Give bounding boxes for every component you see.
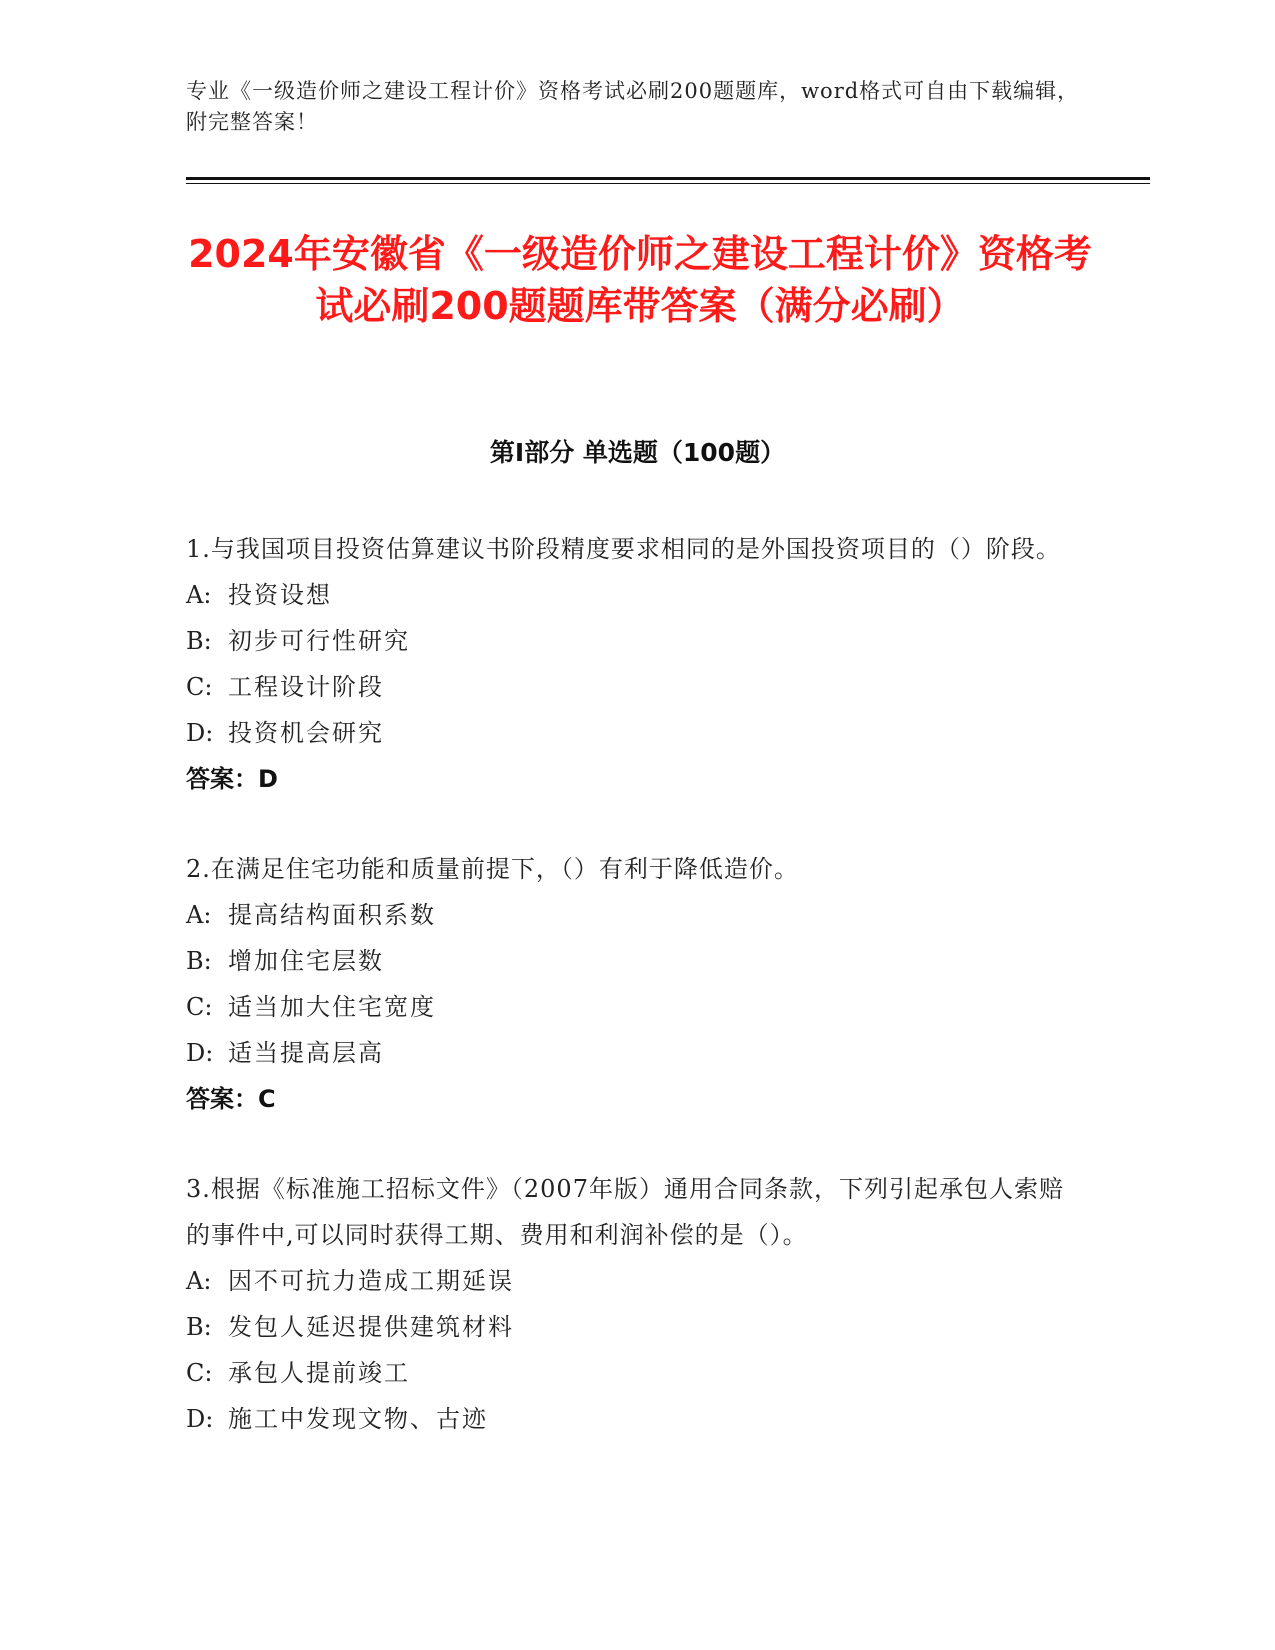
header-rule-thick bbox=[186, 177, 1150, 180]
option-c bbox=[186, 664, 1086, 710]
option-a bbox=[186, 1258, 1086, 1304]
option-key: B: bbox=[186, 627, 212, 655]
option-c bbox=[186, 1350, 1086, 1396]
option-key: D: bbox=[186, 719, 214, 747]
option-text: 增加住宅层数 bbox=[228, 947, 384, 975]
option-text: 工程设计阶段 bbox=[228, 673, 384, 701]
option-text: 承包人提前竣工 bbox=[228, 1359, 410, 1387]
option-key: A: bbox=[186, 581, 212, 609]
question-3 bbox=[186, 1166, 1086, 1442]
question-2 bbox=[186, 846, 1086, 1122]
option-key: B: bbox=[186, 947, 212, 975]
option-b bbox=[186, 1304, 1086, 1350]
question-stem: 1.与我国项目投资估算建议书阶段精度要求相同的是外国投资项目的（）阶段。 bbox=[186, 535, 1061, 563]
option-b bbox=[186, 938, 1086, 984]
option-key: A: bbox=[186, 901, 212, 929]
answer-line: 答案：C bbox=[186, 1085, 276, 1113]
option-d bbox=[186, 1396, 1086, 1442]
question-stem: 3.根据《标准施工招标文件》（2007年版）通用合同条款，下列引起承包人索赔的事件中,可以同时获得工期、费用和利润补偿的是（）。 bbox=[186, 1175, 1064, 1249]
option-text: 投资机会研究 bbox=[228, 719, 384, 747]
option-text: 施工中发现文物、古迹 bbox=[228, 1405, 488, 1433]
question-list bbox=[186, 526, 1086, 1486]
option-text: 提高结构面积系数 bbox=[228, 901, 436, 929]
option-c bbox=[186, 984, 1086, 1030]
option-text: 因不可抗力造成工期延误 bbox=[228, 1267, 514, 1295]
option-text: 适当提高层高 bbox=[228, 1039, 384, 1067]
option-text: 适当加大住宅宽度 bbox=[228, 993, 436, 1021]
option-key: A: bbox=[186, 1267, 212, 1295]
option-key: D: bbox=[186, 1405, 214, 1433]
option-text: 初步可行性研究 bbox=[228, 627, 410, 655]
question-1 bbox=[186, 526, 1086, 802]
option-key: C: bbox=[186, 673, 213, 701]
option-a bbox=[186, 892, 1086, 938]
option-d bbox=[186, 710, 1086, 756]
header-rule-thin bbox=[186, 183, 1150, 184]
option-b bbox=[186, 618, 1086, 664]
option-key: D: bbox=[186, 1039, 214, 1067]
option-key: B: bbox=[186, 1313, 212, 1341]
question-stem: 2.在满足住宅功能和质量前提下，（）有利于降低造价。 bbox=[186, 855, 799, 883]
option-key: C: bbox=[186, 1359, 213, 1387]
section-heading: 第I部分 单选题（100题） bbox=[489, 438, 786, 467]
option-text: 投资设想 bbox=[228, 581, 332, 609]
option-d bbox=[186, 1030, 1086, 1076]
answer-line: 答案：D bbox=[186, 765, 278, 793]
option-text: 发包人延迟提供建筑材料 bbox=[228, 1313, 514, 1341]
document-title: 2024年安徽省《一级造价师之建设工程计价》资格考试必刷200题题库带答案（满分必刷） bbox=[188, 232, 1092, 328]
option-key: C: bbox=[186, 993, 213, 1021]
header-note: 专业《一级造价师之建设工程计价》资格考试必刷200题题库，word格式可自由下载编辑，附完整答案！ bbox=[186, 79, 1080, 134]
option-a bbox=[186, 572, 1086, 618]
